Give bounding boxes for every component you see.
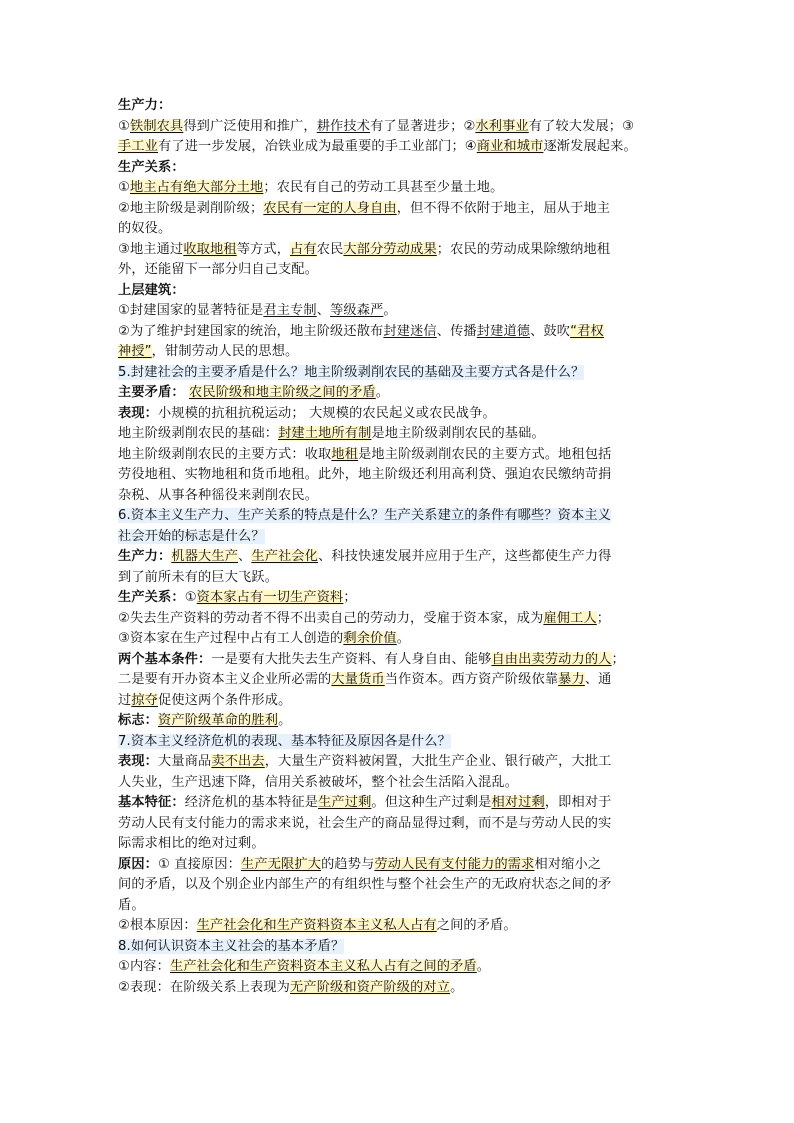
highlighted-term: 生产社会化和生产资料资本主义私人占有之间的矛盾 <box>170 959 477 974</box>
text-run: ②为了维护封建国家的统治，地主阶级还散布 <box>118 323 384 339</box>
text-run: 到了前所未有的巨大飞跃。 <box>118 569 279 585</box>
highlighted-term: 自由出卖劳动力的人 <box>491 651 612 667</box>
text-line <box>118 445 678 466</box>
text-line <box>118 937 678 958</box>
text-line <box>118 568 678 589</box>
text-line <box>118 834 678 855</box>
text-line <box>118 547 678 568</box>
text-line <box>118 957 678 978</box>
text-run: 等级森严 <box>330 303 384 318</box>
text-line <box>118 875 678 896</box>
text-line <box>118 506 678 527</box>
text-run: 促使这两个条件形成。 <box>158 692 292 708</box>
highlighted-term: 收取地租 <box>183 241 237 257</box>
highlighted-term: 生产社会化和生产资料资本主义私人占有 <box>196 918 437 933</box>
text-run: 劳动人民有支付能力的需求来说，社会生产的商品显得过剩，而不是与劳动人民的实 <box>118 815 612 831</box>
text-run: ②失去生产资料的劳动者不得不出卖自己的劳动力，受雇于资本家，成为 <box>118 610 544 626</box>
question-heading: 6.资本主义生产力、生产关系的特点是什么？生产关系建立的条件有哪些？资本主义 <box>118 508 612 523</box>
section-label: 基本特征： <box>118 795 185 810</box>
text-line <box>118 629 678 650</box>
section-label: 两个基本条件： <box>118 651 212 667</box>
text-run: ，但不得不依附于地主，屈从于地主 <box>396 200 611 216</box>
text-line <box>118 814 678 835</box>
text-run: ①封建国家的显著特征是 <box>118 303 264 318</box>
text-line <box>118 855 678 876</box>
highlighted-term: 商业和城市 <box>476 139 544 154</box>
text-line <box>118 219 678 240</box>
highlighted-term: 封建土地所有制 <box>278 426 372 441</box>
highlighted-term: 劳动人民有支付能力的需求 <box>374 856 535 872</box>
section-label: 标志： <box>118 713 159 728</box>
highlighted-term: 水利事业 <box>475 118 529 134</box>
text-line <box>118 158 678 179</box>
text-run: 地主阶级剥削农民的主要方式：收取 <box>118 446 332 462</box>
text-run: 。 <box>476 959 491 974</box>
question-heading: 8.如何认识资本主义社会的基本矛盾？ <box>118 938 345 954</box>
highlighted-term: 资产阶级革命的胜利 <box>158 713 279 728</box>
text-line <box>118 363 678 384</box>
text-line <box>118 588 678 609</box>
text-line <box>118 301 678 322</box>
text-run: 外，还能留下一部分归自己支配。 <box>118 262 319 277</box>
section-label: 上层建筑： <box>118 282 185 298</box>
question-heading: 5.封建社会的主要矛盾是什么？地主阶级剥削农民的基础及主要方式各是什么？ <box>118 364 585 380</box>
text-run: 、传播 <box>436 323 477 339</box>
text-run: 有了显著进步；② <box>370 118 476 134</box>
question-heading: 社会开始的标志是什么？ <box>118 528 265 544</box>
document-body <box>118 96 678 998</box>
text-run: 有了较大发展；③ <box>528 118 635 134</box>
text-run: ； <box>596 610 611 626</box>
highlighted-term: 掠夺 <box>131 692 159 708</box>
text-run: ，钳制劳动人民的思想。 <box>151 344 299 359</box>
text-run: 。 <box>383 303 397 318</box>
text-line <box>118 752 678 773</box>
text-line <box>118 117 678 138</box>
highlighted-term: 生产社会化 <box>251 549 319 564</box>
highlighted-term: 机器大生产 <box>171 549 239 564</box>
text-line <box>118 978 678 999</box>
text-run: 之间的矛盾。 <box>436 918 517 933</box>
text-run: ②表现：在阶级关系上表现为 <box>118 979 291 995</box>
section-label: 生产力： <box>118 549 172 564</box>
text-run: ②地主阶级是剥削阶级； <box>118 200 264 216</box>
text-line <box>118 260 678 281</box>
text-line <box>118 322 678 343</box>
text-run: 人失业，生产迅速下降，信用关系被破坏，整个社会生活陷入混乱。 <box>118 774 519 790</box>
text-line <box>118 342 678 363</box>
text-run: 是地主阶级剥削农民的基础。 <box>371 426 545 441</box>
text-line <box>118 916 678 937</box>
highlighted-term: 农民阶级和地主阶级之间的矛盾 <box>189 385 376 400</box>
text-run: 。 <box>375 385 390 400</box>
text-run: 大量商品 <box>158 754 212 769</box>
text-run: 劳役地租、实物地租和货币地租。此外，地主阶级还利用高利贷、强迫农民缴纳苛捐 <box>118 467 612 482</box>
text-line <box>118 732 678 753</box>
text-run: 一是要有大批失去生产资料、有人身自由、能够 <box>211 651 492 667</box>
text-run: 间的矛盾，以及个别企业内部生产的有组织性与整个社会生产的无政府状态之间的矛 <box>118 877 612 892</box>
section-label: 生产关系： <box>118 590 185 605</box>
text-run: 、 <box>238 549 252 564</box>
text-line <box>118 383 678 404</box>
text-line <box>118 670 678 691</box>
highlighted-term: 地主占有绝大部分土地 <box>129 180 264 195</box>
text-line <box>118 773 678 794</box>
highlighted-term: 相对过剩 <box>491 795 545 810</box>
highlighted-term: 神授” <box>118 344 152 359</box>
text-run: 小规模的抗租抗税运动； 大规模的农民起义或农民战争。 <box>158 405 496 421</box>
text-run: 君主专制 <box>263 303 317 318</box>
text-run: ①内容： <box>118 959 170 974</box>
text-run: 。但这种生产过剩是 <box>371 795 492 810</box>
text-run: 盾。 <box>118 897 145 913</box>
text-line <box>118 711 678 732</box>
highlighted-term: 剩余价值 <box>343 631 397 646</box>
text-run: 二是要有开办资本主义企业所必需的 <box>118 672 332 687</box>
text-line <box>118 527 678 548</box>
text-run: ，即相对于 <box>544 795 612 810</box>
highlighted-term: 农民有一定的人身自由 <box>263 200 397 216</box>
text-line <box>118 96 678 117</box>
text-run: 封建道德 <box>476 323 531 339</box>
text-line <box>118 486 678 507</box>
text-run: 是地主阶级剥削农民的主要方式。地租包括 <box>358 446 612 462</box>
section-label: 表现： <box>118 754 159 769</box>
text-line <box>118 424 678 445</box>
highlighted-term: 雇佣工人 <box>543 610 597 626</box>
highlighted-term: 生产无限扩大 <box>241 856 322 872</box>
text-run: 地主阶级剥削农民的基础： <box>118 426 279 441</box>
highlighted-term: 暴力 <box>558 672 585 687</box>
highlighted-term: 地租 <box>331 446 359 462</box>
text-run: ；农民的劳动成果除缴纳地租 <box>436 241 611 257</box>
text-line <box>118 691 678 712</box>
text-run: 。 <box>396 631 411 646</box>
text-run: 、鼓吹 <box>530 323 571 339</box>
text-run: ； <box>343 590 357 605</box>
text-run: ，大量生产资料被闲置，大批生产企业、银行破产，大批工 <box>264 754 612 769</box>
highlighted-term: 卖不出去 <box>211 754 265 769</box>
text-line <box>118 650 678 671</box>
text-run: 有了进一步发展，冶铁业成为最重要的手工业部门；④ <box>158 139 477 154</box>
section-label: 表现： <box>118 405 159 421</box>
text-run: 际需求相比的绝对过剩。 <box>118 836 265 851</box>
text-run: 。 <box>278 713 292 728</box>
text-run: ；农民有自己的劳动工具甚至少量土地。 <box>263 180 504 195</box>
text-run: 过 <box>118 692 132 708</box>
text-run: ① <box>118 180 130 195</box>
text-line <box>118 465 678 486</box>
text-line <box>118 896 678 917</box>
question-heading: 7.资本主义经济危机的表现、基本特征及原因各是什么？ <box>118 733 451 749</box>
highlighted-term: 生产过剩 <box>318 795 372 810</box>
highlighted-term: “君权 <box>570 323 604 339</box>
text-line <box>118 404 678 425</box>
text-run: 得到广泛使用和推广， <box>183 118 317 134</box>
text-run: ① <box>118 118 130 134</box>
text-line <box>118 609 678 630</box>
text-run: ②根本原因： <box>118 918 197 933</box>
highlighted-term: 大量货币 <box>331 672 385 687</box>
text-line <box>118 137 678 158</box>
text-run: 、科技快速发展并应用于生产，这些都使生产力得 <box>318 549 612 564</box>
section-label: 主要矛盾： <box>118 385 185 400</box>
text-run: ③地主通过 <box>118 241 184 257</box>
text-run: ； <box>611 651 625 667</box>
text-run: 封建迷信 <box>383 323 437 339</box>
section-label: 原因： <box>118 856 159 872</box>
highlighted-term: 大部分劳动成果 <box>343 241 437 257</box>
text-run: 的奴役。 <box>118 221 172 236</box>
text-run: ① 直接原因： <box>158 856 242 872</box>
highlighted-term: 无产阶级和资产阶级的对立 <box>290 979 451 995</box>
text-run: 杂税、从事各种徭役来剥削农民。 <box>118 487 319 503</box>
text-run: ③资本家在生产过程中占有工人创造的 <box>118 631 344 646</box>
text-run: 农民 <box>316 241 344 257</box>
text-run: 当作资本。西方资产阶级依靠 <box>384 672 559 687</box>
highlighted-term: 占有 <box>290 241 317 257</box>
section-label: 生产关系： <box>118 159 185 175</box>
text-run: 相对缩小之 <box>534 856 602 872</box>
text-line <box>118 793 678 814</box>
text-line <box>118 240 678 261</box>
text-run: 等方式， <box>236 241 291 257</box>
text-run: ① <box>184 590 197 605</box>
text-line <box>118 199 678 220</box>
text-run: 。 <box>450 979 464 995</box>
text-run: 耕作技术 <box>316 118 371 134</box>
text-line <box>118 281 678 302</box>
text-run: 逐渐发展起来。 <box>543 139 637 154</box>
section-label: 生产力： <box>118 98 172 113</box>
text-line <box>118 178 678 199</box>
text-run: 的趋势与 <box>321 856 375 872</box>
highlighted-term: 资本家占有一切生产资料 <box>196 590 344 605</box>
text-run: 、 <box>316 303 331 318</box>
highlighted-term: 手工业 <box>118 139 159 154</box>
text-run: 经济危机的基本特征是 <box>184 795 319 810</box>
text-run: 、通 <box>584 672 612 687</box>
highlighted-term: 铁制农具 <box>129 118 184 134</box>
